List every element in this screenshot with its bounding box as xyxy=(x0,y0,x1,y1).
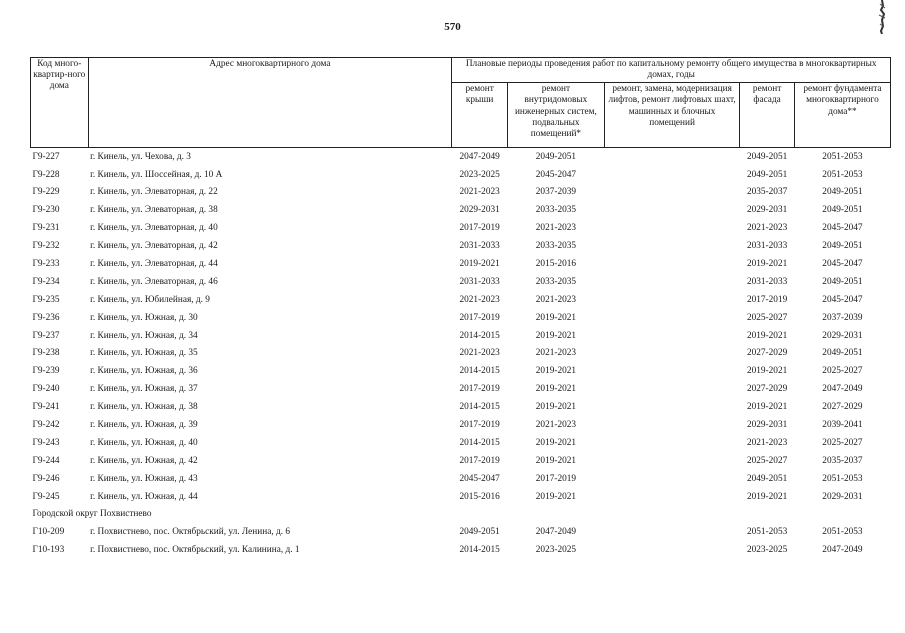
cell-building-code: Г9-234 xyxy=(32,276,60,287)
scan-artifact-mark xyxy=(877,0,887,34)
cell-facade-period: 2035-2037 xyxy=(746,187,788,198)
cell-foundation-period: 2029-2031 xyxy=(822,330,863,341)
cell-facade-period: 2051-2053 xyxy=(746,527,788,538)
table-row xyxy=(31,524,891,542)
cell-lift-period xyxy=(604,274,739,292)
cell-building-code: Г9-232 xyxy=(32,241,60,252)
cell-foundation-period: 2045-2047 xyxy=(822,294,863,305)
cell-facade-period: 2027-2029 xyxy=(746,348,788,359)
cell-address: г. Кинель, ул. Элеваторная, д. 46 xyxy=(90,276,218,287)
cell-foundation-period: 2025-2027 xyxy=(822,366,863,377)
cell-address: г. Кинель, ул. Южная, д. 43 xyxy=(90,473,198,484)
cell-address: г. Кинель, ул. Элеваторная, д. 40 xyxy=(90,223,218,234)
cell-lift-period xyxy=(604,256,739,274)
cell-engineering-period: 2049-2051 xyxy=(535,151,577,162)
capital-repair-schedule-table xyxy=(30,57,891,560)
cell-engineering-period: 2045-2047 xyxy=(535,169,577,180)
cell-engineering-period: 2019-2021 xyxy=(535,312,577,323)
cell-address: г. Кинель, ул. Южная, д. 30 xyxy=(90,312,198,323)
cell-engineering-period: 2033-2035 xyxy=(535,276,577,287)
cell-roof-period: 2047-2049 xyxy=(459,151,500,162)
cell-lift-period xyxy=(604,345,739,363)
cell-address: г. Кинель, ул. Южная, д. 34 xyxy=(90,330,198,341)
cell-roof-period: 2019-2021 xyxy=(459,259,500,270)
cell-address: г. Кинель, ул. Южная, д. 38 xyxy=(90,402,198,413)
cell-engineering-period: 2019-2021 xyxy=(535,330,577,341)
header-lift-repair: ремонт, замена, модернизация лифтов, ремонт лифтовых шахт, машинных и блочных помещений xyxy=(604,83,739,148)
cell-foundation-period: 2051-2053 xyxy=(822,473,863,484)
cell-building-code: Г9-239 xyxy=(32,366,60,377)
cell-roof-period: 2017-2019 xyxy=(459,420,500,431)
cell-facade-period: 2049-2051 xyxy=(746,151,788,162)
cell-engineering-period: 2019-2021 xyxy=(535,384,577,395)
cell-facade-period: 2019-2021 xyxy=(746,402,788,413)
cell-foundation-period: 2049-2051 xyxy=(822,205,863,216)
cell-lift-period xyxy=(604,452,739,470)
header-roof-repair: ремонт крыши xyxy=(452,83,508,148)
cell-building-code: Г9-242 xyxy=(32,420,60,431)
cell-engineering-period: 2021-2023 xyxy=(535,348,577,359)
cell-address: г. Похвистнево, пос. Октябрьский, ул. Калинина, д. 1 xyxy=(90,545,300,556)
cell-building-code: Г9-244 xyxy=(32,455,60,466)
cell-engineering-period: 2037-2039 xyxy=(535,187,577,198)
cell-foundation-period: 2049-2051 xyxy=(822,187,863,198)
cell-engineering-period: 2033-2035 xyxy=(535,241,577,252)
table-row xyxy=(31,327,891,345)
cell-facade-period: 2021-2023 xyxy=(746,223,788,234)
cell-facade-period: 2029-2031 xyxy=(746,205,788,216)
cell-foundation-period: 2049-2051 xyxy=(822,276,863,287)
cell-roof-period: 2031-2033 xyxy=(459,276,500,287)
table-row xyxy=(31,202,891,220)
cell-lift-period xyxy=(604,238,739,256)
cell-address: г. Кинель, ул. Шоссейная, д. 10 А xyxy=(90,169,223,180)
cell-lift-period xyxy=(604,148,739,166)
table-row xyxy=(31,452,891,470)
table-row xyxy=(31,291,891,309)
cell-building-code: Г9-230 xyxy=(32,205,60,216)
cell-building-code: Г9-238 xyxy=(32,348,60,359)
cell-address: г. Кинель, ул. Южная, д. 44 xyxy=(90,491,198,502)
cell-foundation-period: 2045-2047 xyxy=(822,259,863,270)
table-row xyxy=(31,399,891,417)
cell-building-code: Г9-236 xyxy=(32,312,60,323)
cell-facade-period: 2019-2021 xyxy=(746,366,788,377)
cell-engineering-period: 2019-2021 xyxy=(535,437,577,448)
cell-lift-period xyxy=(604,220,739,238)
cell-roof-period: 2031-2033 xyxy=(459,241,500,252)
cell-building-code: Г9-237 xyxy=(32,330,60,341)
cell-foundation-period: 2049-2051 xyxy=(822,241,863,252)
cell-building-code: Г10-193 xyxy=(32,545,65,556)
cell-roof-period: 2017-2019 xyxy=(459,455,500,466)
cell-roof-period: 2045-2047 xyxy=(459,473,500,484)
cell-address: г. Кинель, ул. Южная, д. 36 xyxy=(90,366,198,377)
table-header xyxy=(31,58,891,148)
cell-foundation-period: 2049-2051 xyxy=(822,348,863,359)
cell-facade-period: 2025-2027 xyxy=(746,455,788,466)
cell-lift-period xyxy=(604,524,739,542)
cell-lift-period xyxy=(604,363,739,381)
header-planned-periods: Плановые периоды проведения работ по капитальному ремонту общего имущества в многоквартирных домах, годы xyxy=(452,58,891,83)
cell-roof-period: 2014-2015 xyxy=(459,366,500,377)
table-row xyxy=(31,274,891,292)
cell-building-code: Г9-243 xyxy=(32,437,60,448)
page-number: 570 xyxy=(444,21,461,33)
district-name: Городской округ Похвистнево xyxy=(32,509,152,520)
cell-engineering-period: 2019-2021 xyxy=(535,366,577,377)
cell-roof-period: 2014-2015 xyxy=(459,437,500,448)
table-body xyxy=(31,148,891,560)
cell-engineering-period: 2015-2016 xyxy=(535,259,577,270)
cell-lift-period xyxy=(604,488,739,506)
cell-building-code: Г9-241 xyxy=(32,402,60,413)
cell-address: г. Кинель, ул. Юбилейная, д. 9 xyxy=(90,294,210,305)
cell-foundation-period: 2037-2039 xyxy=(822,312,863,323)
cell-lift-period xyxy=(604,435,739,453)
cell-engineering-period: 2019-2021 xyxy=(535,402,577,413)
cell-lift-period xyxy=(604,381,739,399)
cell-foundation-period: 2029-2031 xyxy=(822,491,863,502)
table-row xyxy=(31,220,891,238)
cell-foundation-period: 2047-2049 xyxy=(822,545,863,556)
cell-building-code: Г9-235 xyxy=(32,294,60,305)
table-row xyxy=(31,381,891,399)
cell-facade-period: 2023-2025 xyxy=(746,545,788,556)
cell-building-code: Г9-227 xyxy=(32,151,60,162)
header-engineering-systems: ремонт внутридомовых инженерных систем, подвальных помещений* xyxy=(507,83,604,148)
cell-foundation-period: 2025-2027 xyxy=(822,437,863,448)
cell-address: г. Кинель, ул. Элеваторная, д. 22 xyxy=(90,187,218,198)
table-row xyxy=(31,184,891,202)
cell-building-code: Г9-246 xyxy=(32,473,60,484)
district-row xyxy=(31,506,891,524)
cell-lift-period xyxy=(604,417,739,435)
table-row xyxy=(31,238,891,256)
cell-engineering-period: 2033-2035 xyxy=(535,205,577,216)
table-row xyxy=(31,166,891,184)
cell-building-code: Г9-240 xyxy=(32,384,60,395)
cell-address: г. Кинель, ул. Чехова, д. 3 xyxy=(90,151,191,162)
cell-roof-period: 2015-2016 xyxy=(459,491,500,502)
cell-facade-period: 2017-2019 xyxy=(746,294,788,305)
cell-lift-period xyxy=(604,542,739,560)
cell-roof-period: 2014-2015 xyxy=(459,402,500,413)
table-row xyxy=(31,542,891,560)
cell-lift-period xyxy=(604,309,739,327)
cell-building-code: Г9-229 xyxy=(32,187,60,198)
cell-lift-period xyxy=(604,470,739,488)
cell-engineering-period: 2019-2021 xyxy=(535,491,577,502)
cell-facade-period: 2049-2051 xyxy=(746,473,788,484)
cell-lift-period xyxy=(604,166,739,184)
cell-foundation-period: 2051-2053 xyxy=(822,169,863,180)
header-facade-repair: ремонт фасада xyxy=(740,83,795,148)
header-building-code: Код много-квартир-ного дома xyxy=(31,58,89,148)
cell-address: г. Кинель, ул. Южная, д. 37 xyxy=(90,384,198,395)
cell-address: г. Кинель, ул. Элеваторная, д. 44 xyxy=(90,259,218,270)
cell-building-code: Г10-209 xyxy=(32,527,65,538)
table-row xyxy=(31,256,891,274)
cell-foundation-period: 2027-2029 xyxy=(822,402,863,413)
table-row xyxy=(31,309,891,327)
cell-engineering-period: 2047-2049 xyxy=(535,527,577,538)
cell-address: г. Кинель, ул. Южная, д. 35 xyxy=(90,348,198,359)
header-address: Адрес многоквартирного дома xyxy=(88,58,452,148)
cell-roof-period: 2014-2015 xyxy=(459,330,500,341)
cell-foundation-period: 2045-2047 xyxy=(822,223,863,234)
cell-foundation-period: 2039-2041 xyxy=(822,420,863,431)
cell-address: г. Похвистнево, пос. Октябрьский, ул. Ленина, д. 6 xyxy=(90,527,291,538)
table-row xyxy=(31,435,891,453)
cell-facade-period: 2019-2021 xyxy=(746,491,788,502)
cell-facade-period: 2031-2033 xyxy=(746,241,788,252)
cell-roof-period: 2017-2019 xyxy=(459,312,500,323)
cell-address: г. Кинель, ул. Южная, д. 42 xyxy=(90,455,198,466)
header-foundation-repair: ремонт фундамента многоквартирного дома** xyxy=(794,83,890,148)
cell-facade-period: 2025-2027 xyxy=(746,312,788,323)
cell-foundation-period: 2051-2053 xyxy=(822,527,863,538)
cell-engineering-period: 2019-2021 xyxy=(535,455,577,466)
cell-building-code: Г9-233 xyxy=(32,259,60,270)
cell-foundation-period: 2051-2053 xyxy=(822,151,863,162)
cell-roof-period: 2021-2023 xyxy=(459,294,500,305)
table-row xyxy=(31,148,891,166)
table-row xyxy=(31,345,891,363)
cell-foundation-period: 2035-2037 xyxy=(822,455,863,466)
table-row xyxy=(31,363,891,381)
cell-engineering-period: 2017-2019 xyxy=(535,473,577,484)
cell-facade-period: 2031-2033 xyxy=(746,276,788,287)
table-row xyxy=(31,417,891,435)
cell-roof-period: 2029-2031 xyxy=(459,205,500,216)
cell-roof-period: 2049-2051 xyxy=(459,527,500,538)
cell-foundation-period: 2047-2049 xyxy=(822,384,863,395)
cell-address: г. Кинель, ул. Южная, д. 39 xyxy=(90,420,198,431)
cell-lift-period xyxy=(604,184,739,202)
cell-roof-period: 2021-2023 xyxy=(459,348,500,359)
cell-engineering-period: 2023-2025 xyxy=(535,545,577,556)
cell-address: г. Кинель, ул. Элеваторная, д. 38 xyxy=(90,205,218,216)
cell-address: г. Кинель, ул. Южная, д. 40 xyxy=(90,437,198,448)
cell-building-code: Г9-231 xyxy=(32,223,60,234)
cell-roof-period: 2021-2023 xyxy=(459,187,500,198)
cell-roof-period: 2017-2019 xyxy=(459,384,500,395)
cell-lift-period xyxy=(604,291,739,309)
cell-engineering-period: 2021-2023 xyxy=(535,420,577,431)
cell-roof-period: 2023-2025 xyxy=(459,169,500,180)
cell-lift-period xyxy=(604,399,739,417)
cell-facade-period: 2021-2023 xyxy=(746,437,788,448)
cell-address: г. Кинель, ул. Элеваторная, д. 42 xyxy=(90,241,218,252)
cell-facade-period: 2019-2021 xyxy=(746,330,788,341)
table-row xyxy=(31,488,891,506)
cell-engineering-period: 2021-2023 xyxy=(535,223,577,234)
cell-facade-period: 2029-2031 xyxy=(746,420,788,431)
cell-facade-period: 2019-2021 xyxy=(746,259,788,270)
cell-lift-period xyxy=(604,327,739,345)
cell-building-code: Г9-228 xyxy=(32,169,60,180)
cell-lift-period xyxy=(604,202,739,220)
cell-engineering-period: 2021-2023 xyxy=(535,294,577,305)
cell-roof-period: 2014-2015 xyxy=(459,545,500,556)
cell-facade-period: 2027-2029 xyxy=(746,384,788,395)
cell-facade-period: 2049-2051 xyxy=(746,169,788,180)
cell-roof-period: 2017-2019 xyxy=(459,223,500,234)
cell-building-code: Г9-245 xyxy=(32,491,60,502)
table-row xyxy=(31,470,891,488)
